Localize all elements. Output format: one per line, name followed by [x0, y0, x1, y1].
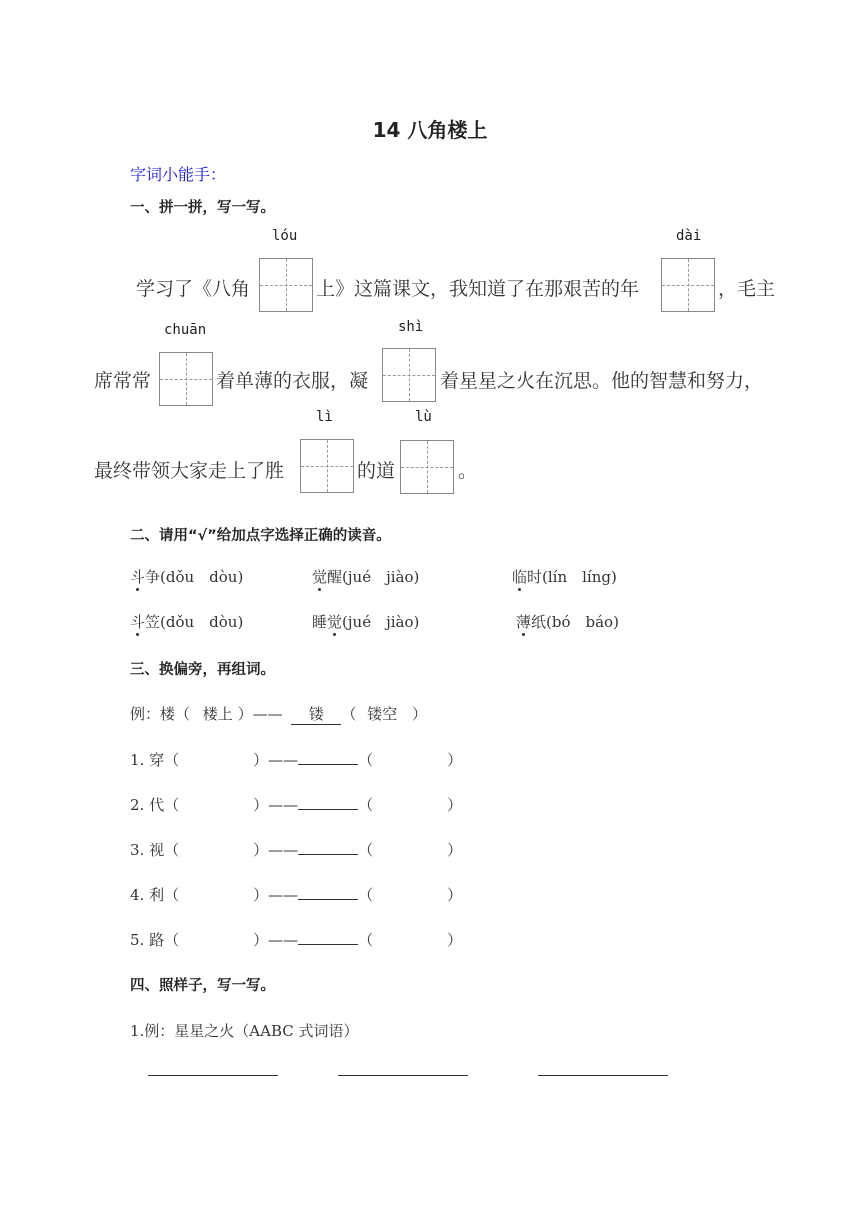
example-prefix: 例：楼（	[130, 705, 191, 723]
pinyin-lou: lóu	[272, 228, 298, 244]
paren-open: （	[358, 931, 374, 949]
section3-heading: 三、换偏旁，再组词。	[130, 662, 275, 678]
reading-item[interactable]	[130, 611, 243, 632]
reading-item[interactable]	[312, 611, 419, 632]
item-char: 睡	[312, 613, 328, 631]
paren-close: ）	[447, 931, 463, 949]
exercise-row[interactable]	[130, 929, 462, 950]
line3-part2: 的道	[357, 460, 396, 482]
pinyin-lu: lù	[415, 409, 432, 425]
paren-open: （	[164, 841, 180, 859]
line1-part3: ，毛主	[718, 278, 776, 300]
paren-open: （	[164, 886, 180, 904]
paren-close: ）	[447, 841, 463, 859]
reading-options: (jué jiào)	[342, 613, 420, 631]
item-char: 时	[527, 568, 543, 586]
section-subtitle: 字词小能手：	[130, 165, 227, 184]
line3-part1: 最终带领大家走上了胜	[94, 460, 285, 482]
reading-options: (jué jiào)	[342, 568, 420, 586]
line2-part1: 席常常	[94, 370, 152, 392]
paren-open: （	[164, 751, 180, 769]
paren-open: （	[164, 931, 180, 949]
line1-part1: 学习了《八角	[136, 278, 251, 300]
item-char: 纸	[531, 613, 547, 631]
section1-heading: 一、拼一拼，写一写。	[130, 200, 275, 216]
pinyin-li: lì	[316, 409, 333, 425]
dotted-char: 觉	[312, 568, 328, 586]
exercise-row[interactable]	[130, 884, 462, 905]
dotted-char: 斗	[130, 613, 146, 631]
answer-line[interactable]	[148, 1075, 278, 1076]
reading-options: (dǒu dòu)	[160, 568, 244, 586]
section4-heading: 四、照样子，写一写。	[130, 978, 275, 994]
paren-close-dash: ）——	[253, 841, 299, 859]
pinyin-dai: dài	[676, 228, 702, 244]
paren-close: ）	[447, 751, 463, 769]
example-mid: ）——	[237, 705, 283, 723]
write-box-dai[interactable]	[661, 258, 715, 312]
reading-item[interactable]	[130, 566, 243, 587]
write-box-lou[interactable]	[259, 258, 313, 312]
example-row	[130, 703, 427, 725]
exercise-row[interactable]	[130, 794, 462, 815]
line2-part2: 着单薄的衣服，凝	[216, 370, 369, 392]
answer-line[interactable]	[298, 794, 358, 810]
write-box-chuan[interactable]	[159, 352, 213, 406]
exercise-row[interactable]	[130, 749, 462, 770]
dotted-char: 斗	[130, 568, 146, 586]
write-box-shi[interactable]	[382, 348, 436, 402]
pinyin-chuan: chuān	[164, 322, 207, 338]
paren-close-dash: ）——	[253, 931, 299, 949]
example-rp: ）	[411, 705, 427, 723]
paren-close-dash: ）——	[253, 796, 299, 814]
row-char: 5. 路	[130, 931, 165, 949]
reading-item[interactable]	[516, 611, 619, 632]
pinyin-shi: shì	[398, 319, 424, 335]
answer-line[interactable]	[298, 929, 358, 945]
answer-line[interactable]	[298, 839, 358, 855]
paren-open: （	[358, 886, 374, 904]
row-char: 3. 视	[130, 841, 165, 859]
paren-close: ）	[447, 886, 463, 904]
paren-close-dash: ）——	[253, 886, 299, 904]
dotted-char: 觉	[327, 613, 343, 631]
paren-close: ）	[447, 796, 463, 814]
reading-options: (dǒu dòu)	[160, 613, 244, 631]
reading-item[interactable]	[512, 566, 617, 587]
line3-part3: 。	[458, 460, 478, 482]
exercise-row[interactable]	[130, 839, 462, 860]
answer-line[interactable]	[298, 884, 358, 900]
line2-part3: 着星星之火在沉思。他的智慧和努力，	[440, 370, 764, 392]
paren-open: （	[358, 796, 374, 814]
item-char: 醒	[327, 568, 343, 586]
reading-item[interactable]	[312, 566, 419, 587]
page-title: 14 八角楼上	[372, 118, 488, 142]
item-char: 笠	[145, 613, 161, 631]
section2-heading: 二、请用“√”给加点字选择正确的读音。	[130, 528, 391, 544]
row-char: 1. 穿	[130, 751, 165, 769]
answer-line[interactable]	[338, 1075, 468, 1076]
paren-open: （	[164, 796, 180, 814]
row-char: 4. 利	[130, 886, 165, 904]
answer-line[interactable]	[538, 1075, 668, 1076]
answer-line[interactable]	[298, 749, 358, 765]
row-char: 2. 代	[130, 796, 165, 814]
example-lp: （	[341, 705, 357, 723]
paren-open: （	[358, 751, 374, 769]
paren-close-dash: ）——	[253, 751, 299, 769]
write-box-lu[interactable]	[400, 440, 454, 494]
dotted-char: 薄	[516, 613, 532, 631]
paren-open: （	[358, 841, 374, 859]
reading-options: (bó báo)	[546, 613, 619, 631]
dotted-char: 临	[512, 568, 528, 586]
example-word2: 镂空	[367, 705, 398, 723]
section4-item1: 1.例：星星之火（AABC 式词语）	[130, 1022, 359, 1040]
example-char: 镂	[291, 703, 341, 725]
item-char: 争	[145, 568, 161, 586]
line1-part2: 上》这篇课文，我知道了在那艰苦的年	[316, 278, 640, 300]
reading-options: (lín líng)	[542, 568, 617, 586]
write-box-li[interactable]	[300, 439, 354, 493]
example-word: 楼上	[202, 705, 233, 723]
